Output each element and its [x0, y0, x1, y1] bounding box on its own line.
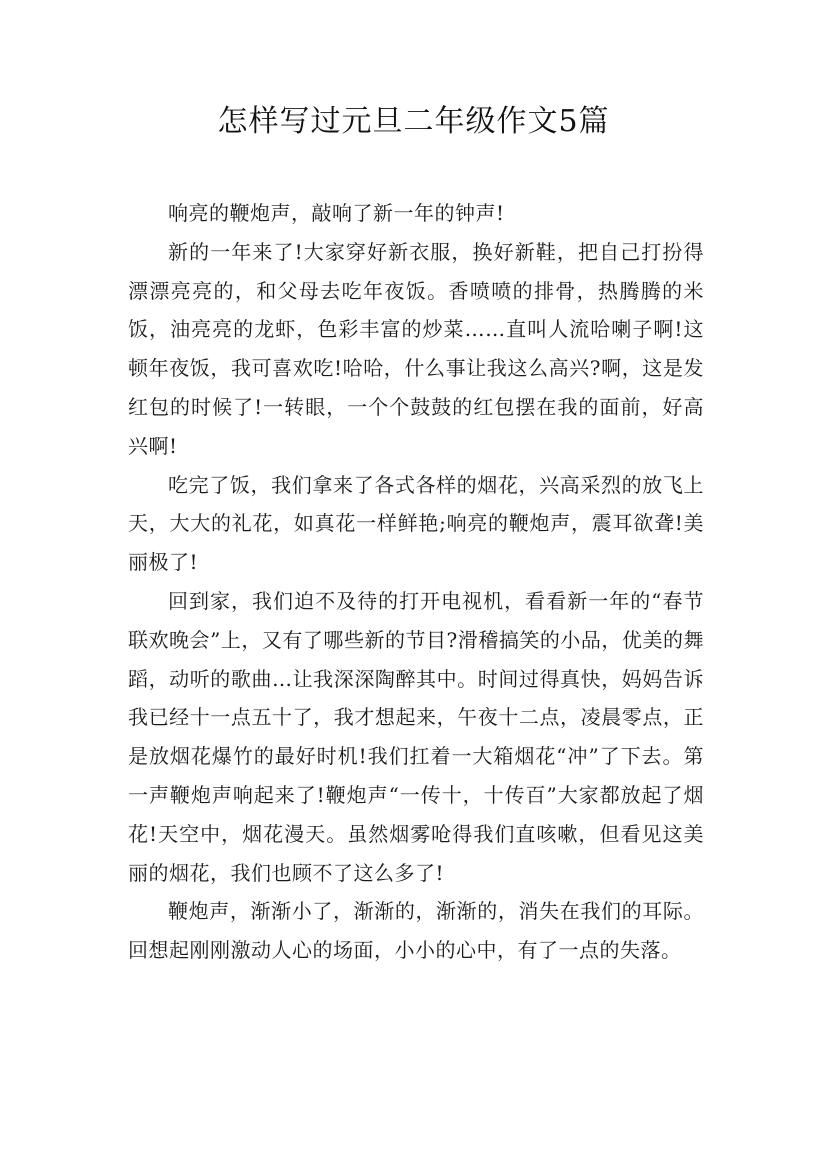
document-body [128, 194, 704, 970]
paragraph-2: 新的一年来了!大家穿好新衣服，换好新鞋，把自己打扮得漂漂亮亮的，和父母去吃年夜饭。香喷喷的排骨，热腾腾的米饭，油亮亮的龙虾，色彩丰富的炒菜……直叫人流哈喇子啊!这顿年夜饭，我可喜欢吃!哈哈，什么事让我这么高兴?啊，这是发红包的时候了!一转眼，一个个鼓鼓的红包摆在我的面前，好高兴啊! [128, 239, 704, 458]
document-title: 怎样写过元旦二年级作文5篇 [217, 104, 610, 139]
paragraph-3: 吃完了饭，我们拿来了各式各样的烟花，兴高采烈的放飞上天，大大的礼花，如真花一样鲜艳;响亮的鞭炮声，震耳欲聋!美丽极了! [128, 472, 704, 575]
paragraph-1: 响亮的鞭炮声，敲响了新一年的钟声! [168, 201, 505, 225]
paragraph-4: 回到家，我们迫不及待的打开电视机，看看新一年的“春节联欢晚会”上，又有了哪些新的节目?滑稽搞笑的小品，优美的舞蹈，动听的歌曲…让我深深陶醉其中。时间过得真快，妈妈告诉我已经十一点五十了，我才想起来，午夜十二点，凌晨零点，正是放烟花爆竹的最好时机!我们扛着一大箱烟花“冲”了下去。第一声鞭炮声响起来了!鞭炮声“一传十，十传百”大家都放起了烟花!天空中，烟花漫天。虽然烟雾呛得我们直咳嗽，但看见这美丽的烟花，我们也顾不了这么多了! [128, 588, 704, 885]
paragraph-5: 鞭炮声，渐渐小了，渐渐的，渐渐的，消失在我们的耳际。回想起刚刚激动人心的场面，小小的心中，有了一点的失落。 [128, 899, 704, 963]
